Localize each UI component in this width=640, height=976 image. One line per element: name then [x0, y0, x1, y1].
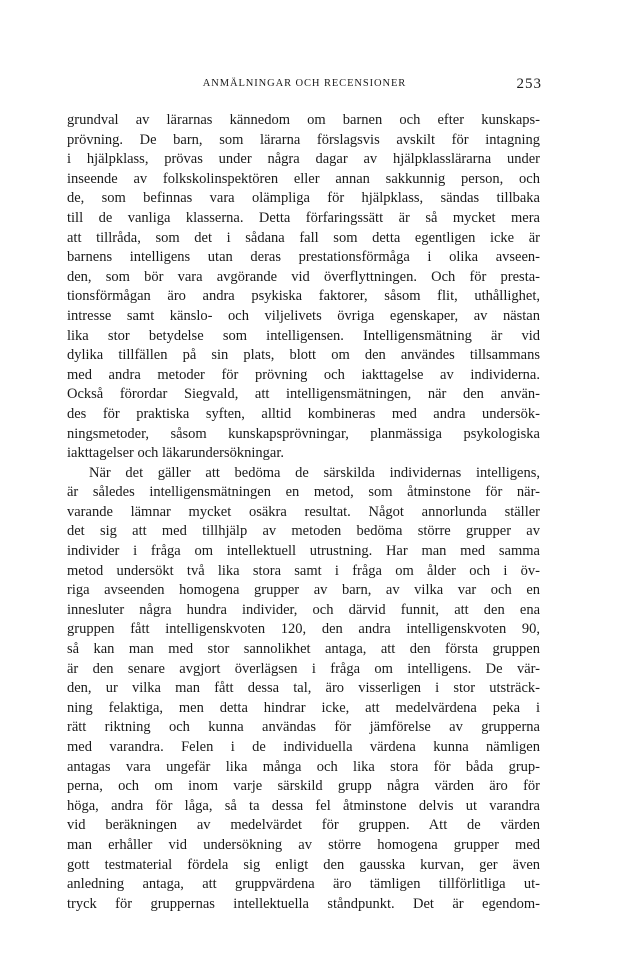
- text-line: så kan man med stor sannolikhet antaga, att den första gruppen: [67, 641, 540, 658]
- text-line: anledning antaga, att gruppvärdena äro tämligen tillförlitliga ut-: [67, 876, 540, 893]
- text-line: När det gäller att bedöma de särskilda individernas intelligens,: [89, 464, 540, 481]
- text-line: grundval av lärarnas kännedom om barnen och efter kunskaps-: [67, 112, 540, 128]
- text-line: gruppen fått intelligenskvoten 120, den andra intelligenskvoten 90,: [67, 621, 540, 638]
- text-line: det sig att med tillhjälp av metoden bedöma större grupper av: [67, 523, 540, 540]
- text-line: med varandra. Felen i de individuella värdena kunna nämligen: [67, 739, 540, 755]
- text-line: rätt riktning och kunna användas för jämförelse av grupperna: [67, 719, 540, 736]
- text-line: riga avseenden homogena grupper av barn, av vilka var och en: [67, 582, 540, 599]
- text-line: inseende av folkskolinspektören eller annan sakkunnig person, och: [67, 170, 540, 187]
- text-line: dylika tillfällen på sin plats, blott om den användes tillsammans: [67, 347, 540, 364]
- text-line: intresse samt känslo- och viljelivets övriga egenskaper, av nästan: [67, 307, 540, 324]
- text-line: tionsförmågan äro andra psykiska faktorer, såsom flit, uthållighet,: [67, 288, 540, 305]
- text-line: höga, andra för låga, så ta dessa fel åtminstone delvis ut varandra: [67, 797, 540, 814]
- text-line: des för praktiska syften, alltid kombineras med andra undersök-: [67, 405, 540, 422]
- text-line: individer i fråga om intellektuell utrustning. Har man med samma: [67, 543, 540, 560]
- text-line: ning felaktiga, men detta hindrar icke, att medelvärdena peka i: [67, 699, 540, 716]
- text-line: gott testmaterial fördela sig enligt den gausska kurvan, ger även: [67, 856, 540, 873]
- text-line: med andra metoder för prövning och iakttagelse av individerna.: [67, 366, 540, 383]
- text-line: antagas vara ungefär lika många och lika stora för båda grup-: [67, 758, 540, 775]
- text-line: prövning. De barn, som lärarna förslagsvis avskilt för intagning: [67, 131, 540, 148]
- text-line: barnens intelligens utan deras prestationsförmåga i olika avseen-: [67, 249, 540, 266]
- text-line: lika stor betydelse som intelligensen. Intelligensmätning är vid: [67, 327, 540, 344]
- running-header-title: ANMÄLNINGAR OCH RECENSIONER: [202, 78, 407, 89]
- text-line: perna, och om inom varje särskild grupp några värden äro för: [67, 778, 540, 795]
- text-line: att tillråda, som det i sådana fall som detta egentligen icke är: [67, 229, 540, 246]
- text-line: är den senare avgjort överlägsen i fråga om intelligens. De vär-: [67, 660, 540, 677]
- text-line: är således intelligensmätningen en metod, som åtminstone för när-: [67, 484, 540, 501]
- text-line: den, som bör vara avgörande vid överflyttningen. Och för presta-: [67, 268, 540, 285]
- text-line: innesluter några hundra individer, och därvid funnit, att den ena: [67, 601, 540, 618]
- text-line: vid beräkningen av medelvärdet för gruppen. Att de värden: [67, 817, 540, 834]
- text-line: iakttagelser och läkarundersökningar.: [67, 445, 285, 462]
- text-line: till de vanliga klasserna. Detta förfaringssätt är så mycket mera: [67, 209, 540, 226]
- text-line: metod undersökt två lika stora samt i fråga om ålder och i öv-: [67, 562, 540, 579]
- text-line: man erhåller vid undersökning av större homogena grupper med: [67, 836, 540, 853]
- text-line: tryck för gruppernas intellektuella ståndpunkt. Det är egendom-: [67, 895, 540, 912]
- running-header: [67, 74, 542, 94]
- body-text: [67, 111, 540, 914]
- text-line: varande lämnar mycket osäkra resultat. Något annorlunda ställer: [67, 503, 540, 520]
- text-line: ningsmetoder, såsom kunskapsprövningar, planmässiga psykologiska: [67, 425, 540, 442]
- text-line: i hjälpklass, prövas under några dagar av hjälpklasslärarna under: [67, 151, 540, 168]
- page-number: 253: [516, 76, 542, 92]
- text-line: Också förordar Siegvald, att intelligensmätningen, när den använ-: [67, 386, 540, 403]
- text-line: de, som befinnas vara olämpliga för hjälpklass, sändas tillbaka: [67, 190, 540, 207]
- text-line: den, ur vilka man fått dessa tal, äro visserligen i stor utsträck-: [67, 680, 540, 697]
